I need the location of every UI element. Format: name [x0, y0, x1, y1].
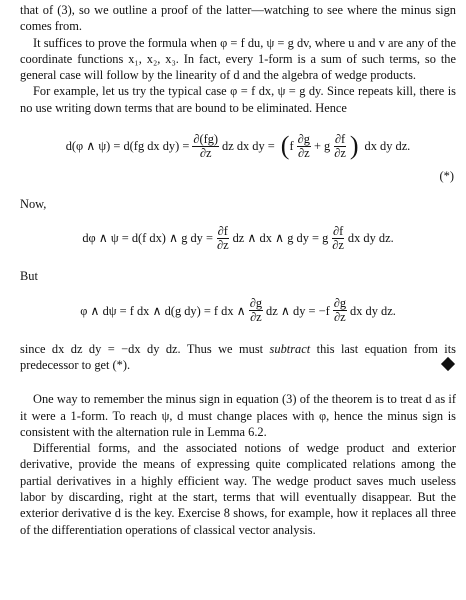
paragraph-subtract [20, 341, 456, 374]
eq2-fraction-df-dz-2 [331, 225, 345, 252]
eq1-frac-den: ∂z [199, 145, 212, 160]
eq2-f1-num: ∂f [217, 223, 228, 238]
eq3-f1-den: ∂z [250, 310, 262, 325]
book-page [20, 2, 456, 538]
eq1-fraction-dg-dz [297, 133, 311, 160]
eq1-f1-num: ∂g [297, 131, 310, 146]
equation-phi-wedge-dpsi [20, 291, 456, 331]
eq2-lhs: dφ ∧ ψ = d(f dx) ∧ g dy = [82, 231, 213, 246]
eq1-fraction-df-dz [333, 133, 347, 160]
eq1-fraction-dfg-dz [192, 133, 219, 160]
label-now: Now, [20, 197, 47, 212]
eq3-fraction-dg-dz [249, 297, 263, 324]
equation-star-body [20, 124, 456, 168]
eq1-tail: dx dy dz. [364, 138, 411, 153]
paragraph-proof-intro: that of (3), so we outline a proof of the latter—watching to see where the minus sign comes from. [20, 3, 456, 34]
paragraph-suffices: It suffices to prove the formula when φ = f du, ψ = g dv, where u and v are any of the coordinate functions x₁, x₂, x₃. In fact, every 1-form is a sum of such terms, so the general case will follow by the linearity of d and the algebra of wedge products. [20, 35, 456, 83]
eq3-f2-num: ∂g [333, 296, 347, 311]
eq3-mid: dz ∧ dy = −f [266, 303, 330, 318]
eq1-right-paren: ) [349, 131, 359, 161]
equation-dphi-body [20, 218, 456, 258]
eq1-f1-den: ∂z [297, 145, 310, 160]
eq3-f2-den: ∂z [334, 310, 346, 325]
eq3-lhs: φ ∧ dψ = f dx ∧ d(g dy) = f dx ∧ [80, 303, 246, 318]
equation-tag-star: (*) [439, 169, 454, 184]
subtract-text-b: this last equation from its predecessor to get (*). [20, 341, 456, 372]
equation-star [20, 124, 456, 168]
eq1-f2-num: ∂f [334, 131, 346, 146]
equation-dpsi-body [20, 291, 456, 331]
eq2-tail: dx dy dz. [347, 231, 394, 246]
eq1-mid: dz dx dy = [222, 138, 275, 153]
eq2-mid: dz ∧ dx ∧ g dy = g [232, 231, 329, 246]
paragraph-differential-forms: Differential forms, and the associated notions of wedge product and exterior derivative, provide the means of expressing quite complicated relations among the partial derivatives in a highly efficient way. The wedge product saves much useless labor by discarding, right at the start, terms that will eventually disappear. But the exterior derivative d is the key. Exercise 8 shows, for example, how it replaces all three of the differentiation operations of classical vector analysis. [20, 441, 456, 537]
eq1-left-paren: ( [280, 131, 290, 161]
paragraph-example: For example, let us try the typical case φ = f dx, ψ = g dy. Since repeats kill, there is no use writing down terms that are bound to be eliminated. Hence [20, 84, 456, 115]
eq1-plus-g: + g [313, 138, 331, 153]
eq1-lhs: d(φ ∧ ψ) = d(fg dx dy) = [65, 138, 190, 153]
paragraph-minus-sign: One way to remember the minus sign in equation (3) of the theorem is to treat d as if it were a 1-form. To reach ψ, d must change places with φ, hence the minus sign is consistent with the alternation rule in Lemma 6.2. [20, 392, 456, 439]
eq2-f2-num: ∂f [332, 223, 344, 238]
eq3-fraction-dg-dz-2 [333, 297, 347, 324]
eq1-frac-num: ∂(fg) [193, 131, 219, 146]
eq2-fraction-df-dz [216, 225, 230, 252]
eq2-f2-den: ∂z [332, 237, 344, 252]
equation-tag-row [20, 168, 456, 184]
eq1-paren-f: f [289, 138, 294, 153]
subtract-text-a: since dx dz dy = −dx dy dz. Thus we must [20, 341, 270, 356]
equation-dphi-wedge-psi [20, 218, 456, 258]
subtract-emphasis: subtract [269, 341, 311, 356]
label-but: But [20, 269, 38, 284]
eq3-tail: dx dy dz. [350, 303, 396, 318]
end-of-proof-diamond-icon [441, 357, 455, 371]
eq2-f1-den: ∂z [216, 237, 229, 252]
eq3-f1-num: ∂g [249, 296, 263, 311]
eq1-f2-den: ∂z [334, 145, 346, 160]
